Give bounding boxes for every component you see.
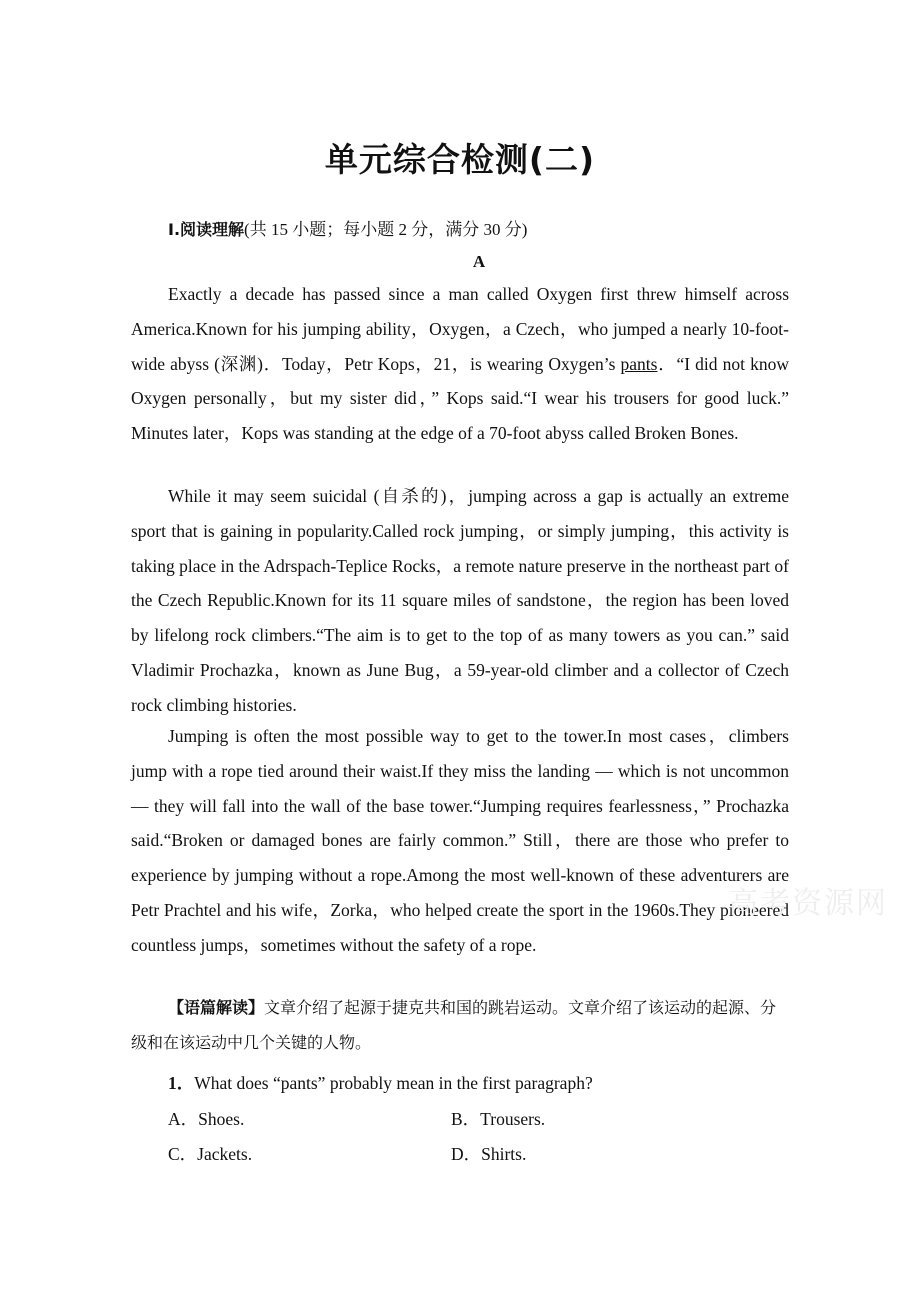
option-c: C．Jackets. xyxy=(168,1144,253,1164)
underlined-word: pants xyxy=(620,353,658,374)
paragraph-3-text: Jumping is often the most possible way to get to the tower.In most cases，climbers jump with a rope tied around their waist.If they miss the landing — which is not uncommon — they will fall into the wall of the base tower.“Jumping requires fearlessness，” Prochazka said.“Broken or damaged bones are fairly common.” Still，there are those who prefer to experience by jumping without a rope.Among the most well-known of these adventurers are Petr Prachtel and his wife，Zorka，who helped create the sport in the 1960s.They pioneered countless jumps，sometimes without the safety of a rope. xyxy=(131,726,789,955)
section-detail: (共 15 小题；每小题 2 分，满分 30 分) xyxy=(244,220,528,239)
section-heading xyxy=(168,215,527,240)
paragraph-1-text-b: ．“I did not know Oxygen personally，but my sister did，” Kops said.“I wear his trousers for good luck.” Minutes later，Kops was standing at the edge of a 70-foot abyss called Broken Bones. xyxy=(131,353,789,444)
section-label: Ⅰ.阅读理解 xyxy=(168,220,245,239)
option-b: B．Trousers. xyxy=(451,1109,546,1129)
paragraph-1-text-a: Exactly a decade has passed since a man called Oxygen first threw himself across America.Known for his jumping ability，Oxygen，a Czech，who jumped a nearly 10-foot-wide abyss (深渊)．Today，Petr Kops，21，is wearing Oxygen’s xyxy=(131,284,789,374)
option-d: D．Shirts. xyxy=(451,1144,527,1164)
page-title: 单元综合检测(二) xyxy=(324,140,596,179)
analysis-tag: 【语篇解读】 xyxy=(168,998,265,1017)
question-stem: What does “pants” probably mean in the first paragraph? xyxy=(194,1073,593,1093)
passage-paragraph-2 xyxy=(131,479,789,723)
passage-analysis xyxy=(131,991,789,1061)
analysis-text: 文章介绍了起源于捷克共和国的跳岩运动。文章介绍了该运动的起源、分级和在该运动中几个关键的人物。 xyxy=(131,998,777,1052)
watermark: 高考资源网 xyxy=(728,886,888,921)
passage-paragraph-3 xyxy=(131,719,789,963)
question-number: 1． xyxy=(168,1073,195,1093)
question-1 xyxy=(168,1070,593,1095)
option-a: A．Shoes. xyxy=(168,1109,245,1129)
passage-paragraph-1 xyxy=(131,277,789,451)
paragraph-2-text: While it may seem suicidal (自杀的)，jumping across a gap is actually an extreme sport that is gaining in popularity.Called rock jumping，or simply jumping，this activity is taking place in the Adrspach-Teplice Rocks，a remote nature preserve in the northeast part of the Czech Republic.Known for its 11 square miles of sandstone，the region has been loved by lifelong rock climbers.“The aim is to get to the top of as many towers as you can.” said Vladimir Prochazka，known as June Bug，a 59-year-old climber and a collector of Czech rock climbing histories. xyxy=(131,486,789,715)
part-label: A xyxy=(472,252,486,271)
